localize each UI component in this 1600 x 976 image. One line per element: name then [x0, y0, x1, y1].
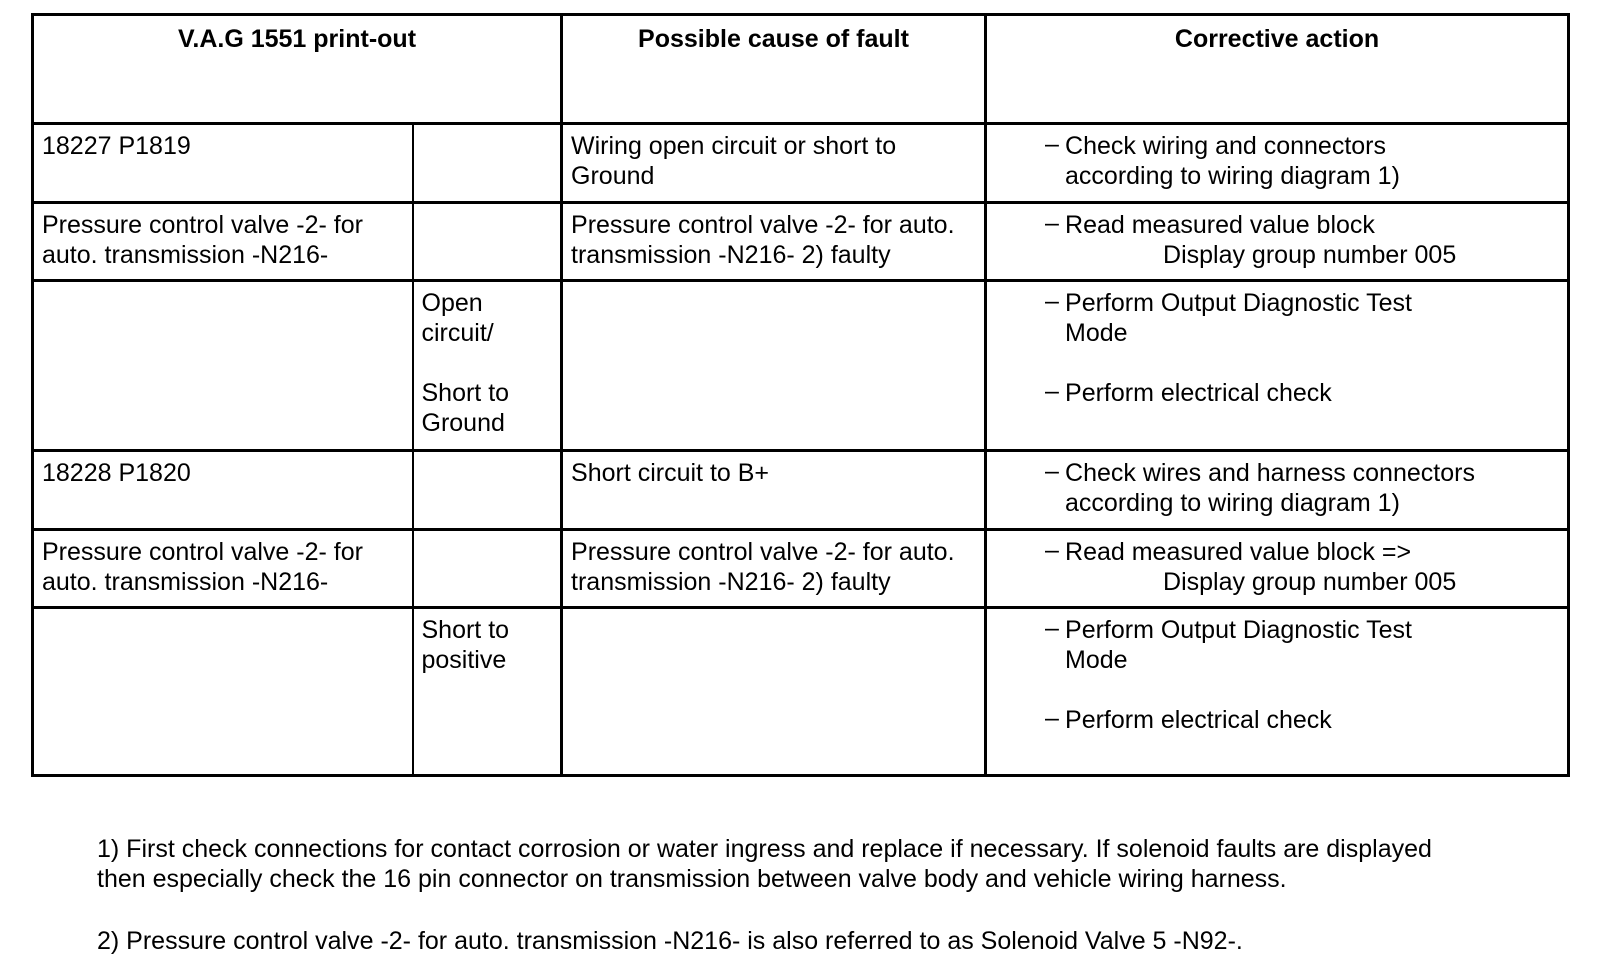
- cause-cell: [562, 281, 986, 451]
- table-row: [33, 203, 1569, 281]
- fault-code: 18227 P1819: [42, 132, 191, 160]
- dash-icon: –: [1045, 704, 1059, 732]
- action-item: – Perform electrical check: [1045, 377, 1332, 407]
- footnote-2: 2) Pressure control valve -2- for auto. transmission -N216- is also referred to as Solenoid Valve 5 -N92-.: [97, 927, 1243, 955]
- cause-cell: [562, 203, 986, 281]
- fault-type-cell: [413, 203, 562, 281]
- fault-type-cell: [413, 530, 562, 608]
- cause-text: Pressure control valve -2- for auto. transmission -N216- 2) faulty: [571, 211, 955, 269]
- cause-cell: [562, 530, 986, 608]
- table-row: [33, 281, 1569, 451]
- fault-type-cell: [413, 124, 562, 203]
- header-row: [33, 15, 1569, 124]
- action-item: – Read measured value block Display group number 005: [1065, 210, 1559, 270]
- display-group: Display group number 005: [1163, 568, 1457, 596]
- dash-icon: –: [1045, 377, 1059, 405]
- fault-type-cell: [413, 451, 562, 530]
- component-name: Pressure control valve -2- for auto. transmission -N216-: [42, 538, 363, 596]
- footnote-1: 1) First check connections for contact corrosion or water ingress and replace if necessary. If solenoid faults are displayed then especially check the 16 pin connector on transmission between valve body and vehicle wiring harness.: [97, 835, 1432, 893]
- fault-type-cell: [413, 281, 562, 451]
- dash-icon: –: [1045, 287, 1059, 315]
- fault-type: Open circuit/ Short to Ground: [421, 289, 510, 437]
- header-action: Corrective action: [986, 15, 1569, 124]
- display-group: Display group number 005: [1163, 241, 1457, 269]
- action-item: – Check wires and harness connectors according to wiring diagram 1): [1045, 457, 1475, 517]
- empty-cell: [33, 608, 413, 776]
- fault-code: 18228 P1820: [42, 459, 191, 487]
- dash-icon: –: [1045, 614, 1059, 642]
- component-cell: [33, 203, 413, 281]
- action-item: – Read measured value block => Display group number 005: [1065, 537, 1559, 597]
- action-cell: [986, 281, 1569, 451]
- dash-icon: –: [1045, 536, 1059, 564]
- cause-text: Pressure control valve -2- for auto. transmission -N216- 2) faulty: [571, 538, 955, 596]
- action-cell: [986, 608, 1569, 776]
- dash-icon: –: [1045, 209, 1059, 237]
- action-cell: [986, 451, 1569, 530]
- fault-code-cell: [33, 124, 413, 203]
- action-item: – Perform electrical check: [1045, 704, 1332, 734]
- fault-type-cell: [413, 608, 562, 776]
- action-cell: [986, 530, 1569, 608]
- fault-code-cell: [33, 451, 413, 530]
- action-item: – Perform Output Diagnostic Test Mode: [1045, 614, 1412, 674]
- action-cell: [986, 124, 1569, 203]
- table-row: [33, 608, 1569, 776]
- table-row: [33, 124, 1569, 203]
- action-item: – Check wiring and connectors according to wiring diagram 1): [1045, 130, 1400, 190]
- action-item: – Perform Output Diagnostic Test Mode: [1045, 287, 1412, 347]
- header-printout: V.A.G 1551 print-out: [33, 15, 562, 124]
- dash-icon: –: [1045, 130, 1059, 158]
- cause-text: Short circuit to B+: [571, 459, 770, 487]
- dash-icon: –: [1045, 457, 1059, 485]
- cause-cell: [562, 451, 986, 530]
- fault-type: Short to positive: [421, 616, 510, 674]
- cause-text: Wiring open circuit or short to Ground: [571, 132, 897, 190]
- cause-cell: [562, 608, 986, 776]
- empty-cell: [33, 281, 413, 451]
- fault-table: [31, 13, 1570, 777]
- table-row: [33, 530, 1569, 608]
- action-cell: [986, 203, 1569, 281]
- component-cell: [33, 530, 413, 608]
- cause-cell: [562, 124, 986, 203]
- header-cause: Possible cause of fault: [562, 15, 986, 124]
- footnotes: [97, 834, 1577, 956]
- table-row: [33, 451, 1569, 530]
- component-name: Pressure control valve -2- for auto. transmission -N216-: [42, 211, 363, 269]
